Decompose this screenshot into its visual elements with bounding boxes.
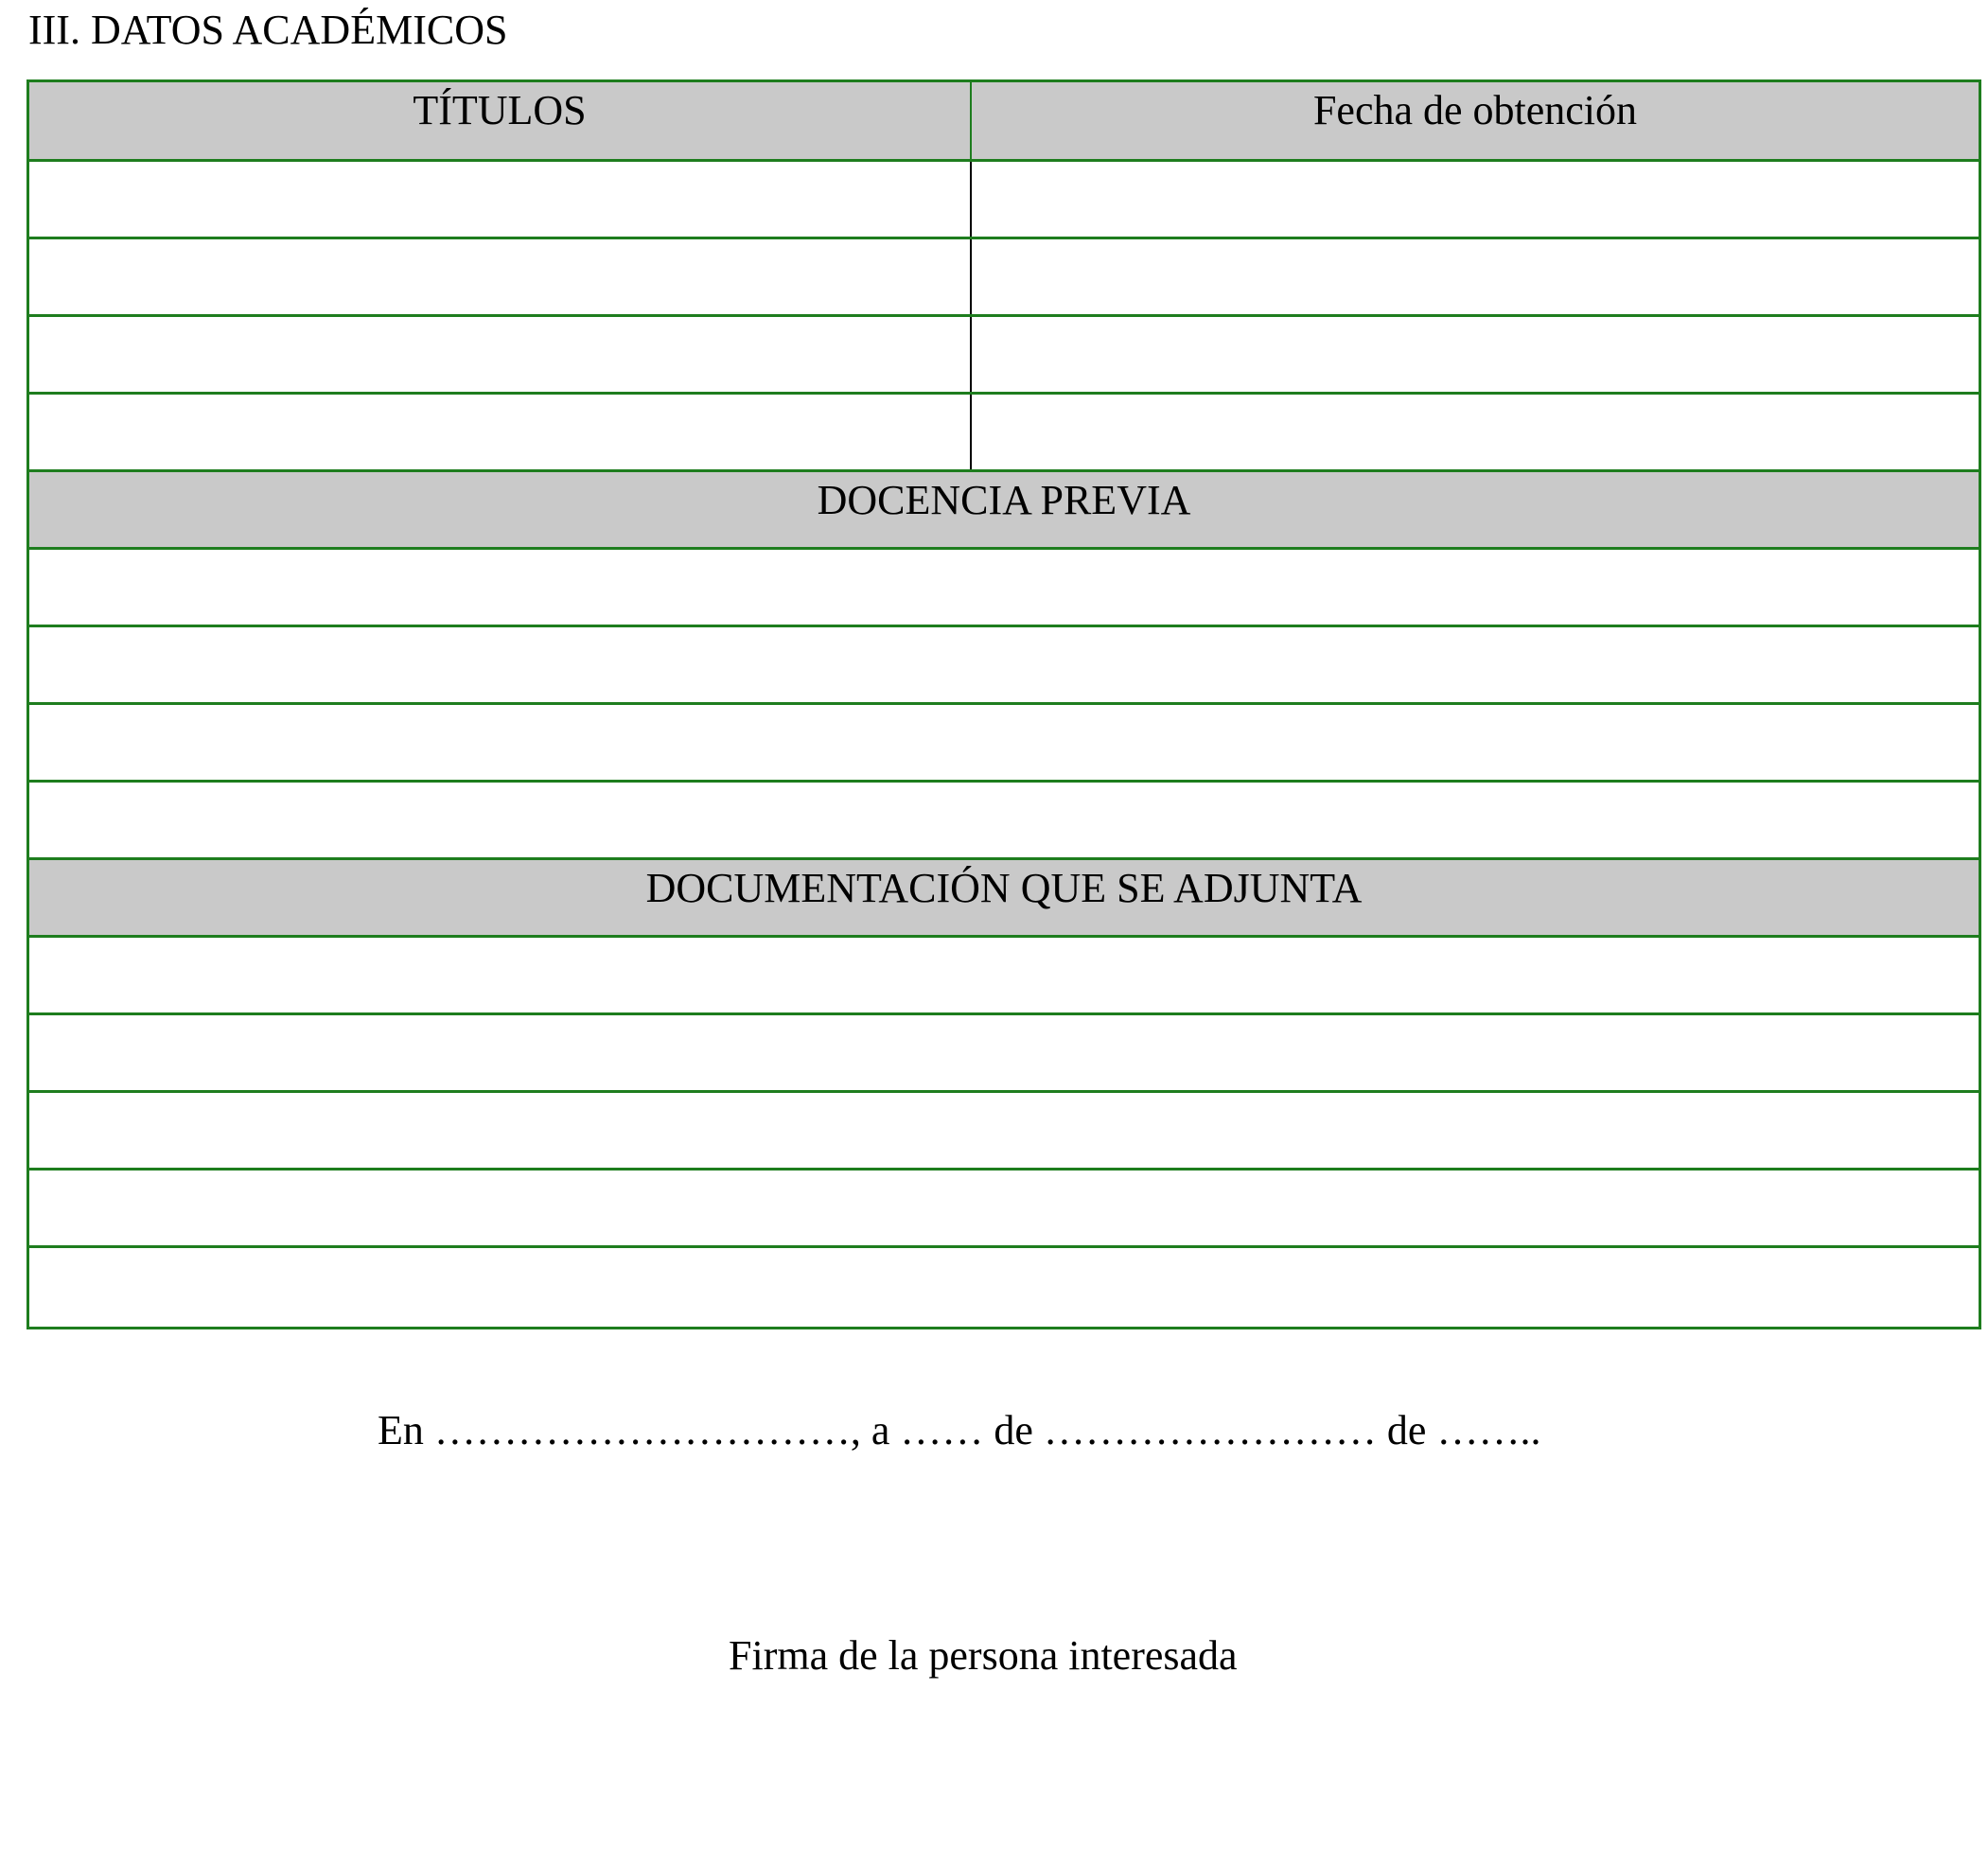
titulo-field[interactable]	[29, 162, 972, 237]
documentacion-row[interactable]	[29, 1090, 1979, 1168]
signature-label: Firma de la persona interesada	[729, 1632, 1238, 1679]
docencia-field[interactable]	[29, 705, 1979, 780]
documentacion-header-row	[29, 857, 1979, 935]
titulo-field[interactable]	[29, 239, 972, 314]
docencia-row[interactable]	[29, 625, 1979, 702]
titulo-row	[29, 392, 1979, 469]
documentacion-row[interactable]	[29, 1012, 1979, 1090]
docencia-row[interactable]	[29, 780, 1979, 857]
documentacion-row[interactable]	[29, 935, 1979, 1012]
docencia-previa-header-row	[29, 469, 1979, 547]
documentacion-field[interactable]	[29, 1248, 1979, 1327]
fecha-obtencion-field[interactable]	[972, 317, 1979, 392]
documentacion-field[interactable]	[29, 1015, 1979, 1090]
fecha-obtencion-header: Fecha de obtención	[1312, 87, 1638, 133]
fecha-obtencion-field[interactable]	[972, 239, 1979, 314]
titulo-row	[29, 159, 1979, 237]
docencia-row[interactable]	[29, 702, 1979, 780]
docencia-field[interactable]	[29, 627, 1979, 702]
documentacion-field[interactable]	[29, 938, 1979, 1012]
titulo-row	[29, 237, 1979, 314]
docencia-previa-header: DOCENCIA PREVIA	[817, 477, 1191, 523]
documentacion-field[interactable]	[29, 1171, 1979, 1245]
fecha-obtencion-field[interactable]	[972, 162, 1979, 237]
titulos-header: TÍTULOS	[29, 82, 972, 159]
docencia-field[interactable]	[29, 550, 1979, 625]
fecha-obtencion-field[interactable]	[972, 395, 1979, 469]
docencia-field[interactable]	[29, 783, 1979, 857]
titulo-field[interactable]	[29, 395, 972, 469]
documentacion-row[interactable]	[29, 1245, 1979, 1327]
titulo-field[interactable]	[29, 317, 972, 392]
academic-data-table	[26, 79, 1981, 1329]
documentacion-row[interactable]	[29, 1168, 1979, 1245]
documentacion-adjunta-header: DOCUMENTACIÓN QUE SE ADJUNTA	[645, 865, 1363, 911]
section-title: III. DATOS ACADÉMICOS	[28, 7, 508, 53]
documentacion-field[interactable]	[29, 1093, 1979, 1168]
docencia-row[interactable]	[29, 547, 1979, 625]
titulos-header-row	[29, 82, 1979, 159]
place-date-line: En …………………………, a …… de …………………… de ……..	[378, 1407, 1541, 1453]
titulo-row	[29, 314, 1979, 392]
